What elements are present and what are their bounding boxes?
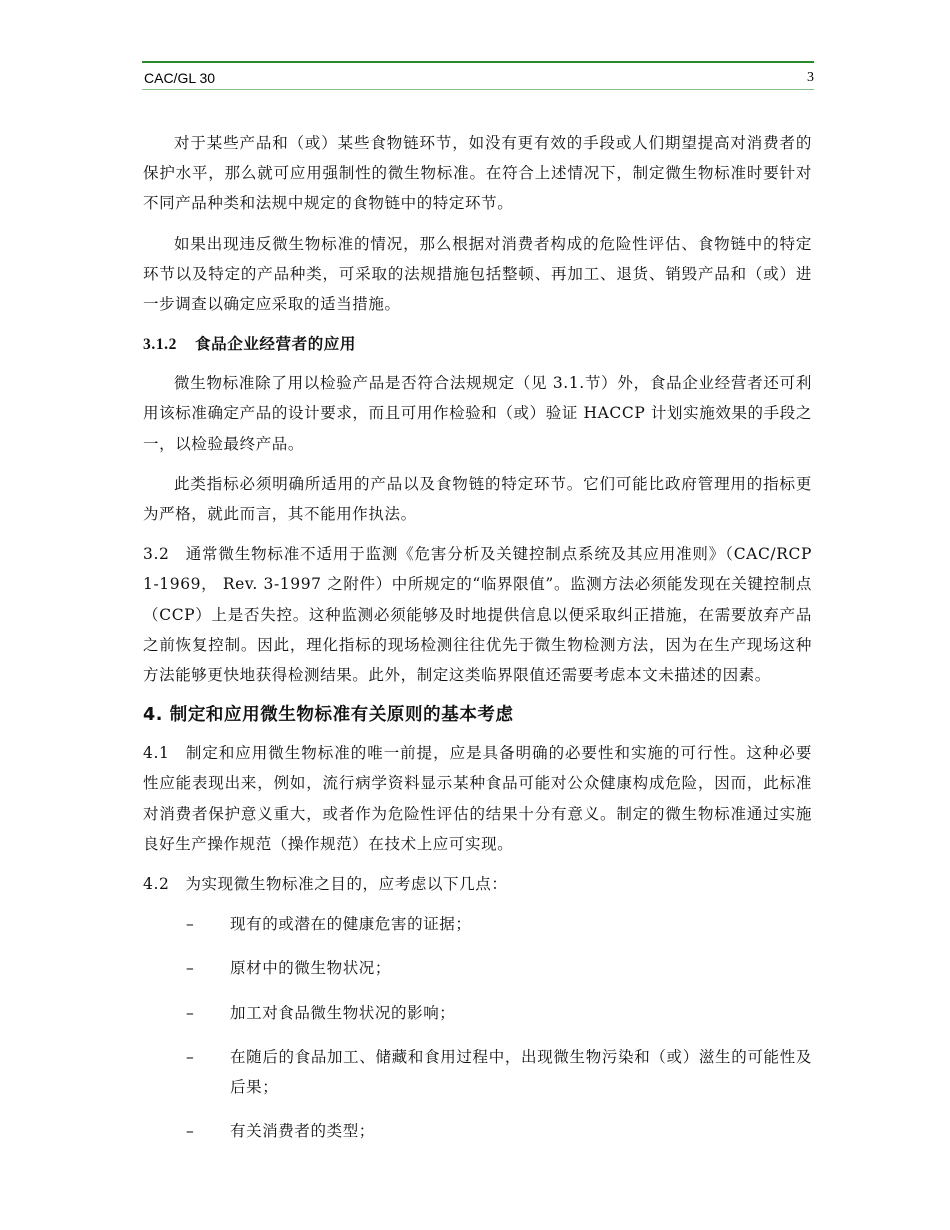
dash-bullet: – — [186, 1047, 195, 1066]
clause-text: 通常微生物标准不适用于监测《危害分析及关键控制点系统及其应用准则》（CAC/RCP 1-1969， Rev. 3-1997 之附件）中所规定的“临界限值”。监测方法必须能发现在关键控制点（CCP）上是否失控。这种监测必须能够及时地提供信息以便采取纠正措施，在需要放弃产品之前恢复控制。因此，理化指标的现场检测往往优先于微生物检测方法，因为在生产现场这种方法能够更快地获得检测结果。此外，制定这类临界限值还需要考虑本文未描述的因素。 — [143, 545, 812, 685]
dash-bullet: – — [186, 1003, 195, 1022]
clause-number: 4.1 — [143, 744, 170, 763]
paragraph-criteria-scope: 此类指标必须明确所适用的产品以及食物链的特定环节。它们可能比政府管理用的指标更为严格，就此而言，其不能用作执法。 — [143, 474, 812, 524]
section-heading-4: 4. 制定和应用微生物标准有关原则的基本考虑 — [143, 705, 514, 726]
dash-bullet: – — [186, 959, 195, 978]
header-rule-top — [142, 61, 814, 63]
document-body — [143, 128, 812, 1160]
clause-number: 4.2 — [143, 875, 170, 894]
dash-bullet: – — [186, 1122, 195, 1141]
paragraph-mandatory-standards: 对于某些产品和（或）某些食物链环节，如没有更有效的手段或人们期望提高对消费者的保护水平，那么就可应用强制性的微生物标准。在符合上述情况下，制定微生物标准时要针对不同产品种类和法规中规定的食物链中的特定环节。 — [143, 134, 812, 213]
paragraph-4-2 — [143, 869, 812, 899]
list-item — [143, 1116, 812, 1146]
paragraph-4-1 — [143, 738, 812, 859]
list-item-text: 加工对食品微生物状况的影响； — [230, 1003, 456, 1022]
section-heading-3-1-2 — [143, 329, 812, 360]
list-item-text: 在随后的食品加工、储藏和食用过程中，出现微生物污染和（或）滋生的可能性及后果； — [230, 1047, 812, 1097]
paragraph-violation-measures: 如果出现违反微生物标准的情况，那么根据对消费者构成的危险性评估、食物链中的特定环节以及特定的产品种类，可采取的法规措施包括整顿、再加工、退货、销毁产品和（或）进一步调查以确定应采取的适当措施。 — [143, 234, 812, 314]
dash-bullet: – — [186, 915, 195, 934]
list-item-text: 现有的或潜在的健康危害的证据； — [230, 915, 472, 934]
clause-number: 3.2 — [143, 545, 170, 564]
document-code: CAC/GL 30 — [144, 70, 216, 86]
section-number: 3.1.2 — [143, 336, 177, 354]
list-item — [143, 909, 812, 939]
list-item-text: 有关消费者的类型； — [230, 1122, 375, 1141]
paragraph-3-2 — [143, 539, 812, 690]
clause-text: 制定和应用微生物标准的唯一前提，应是具备明确的必要性和实施的可行性。这种必要性应能表现出来，例如，流行病学资料显示某种食品可能对公众健康构成危险，因而，此标准对消费者保护意义重大，或者作为危险性评估的结果十分有意义。制定的微生物标准通过实施良好生产操作规范（操作规范）在技术上应可实现。 — [143, 744, 812, 853]
page-number: 3 — [807, 70, 814, 85]
list-item — [143, 1042, 812, 1102]
clause-text: 为实现微生物标准之目的，应考虑以下几点： — [185, 875, 508, 894]
section-title: 食品企业经营者的应用 — [195, 334, 357, 354]
paragraph-operator-use: 微生物标准除了用以检验产品是否符合法规规定（见 3.1.节）外，食品企业经营者还可利用该标准确定产品的设计要求，而且可用作检验和（或）验证 HACCP 计划实施效果的手段之一，以检验最终产品。 — [143, 374, 812, 453]
list-item-text: 原材中的微生物状况； — [230, 959, 392, 978]
list-item — [143, 953, 812, 983]
header-rule-bottom — [142, 89, 814, 90]
list-item — [143, 998, 812, 1028]
considerations-list — [143, 909, 812, 1146]
